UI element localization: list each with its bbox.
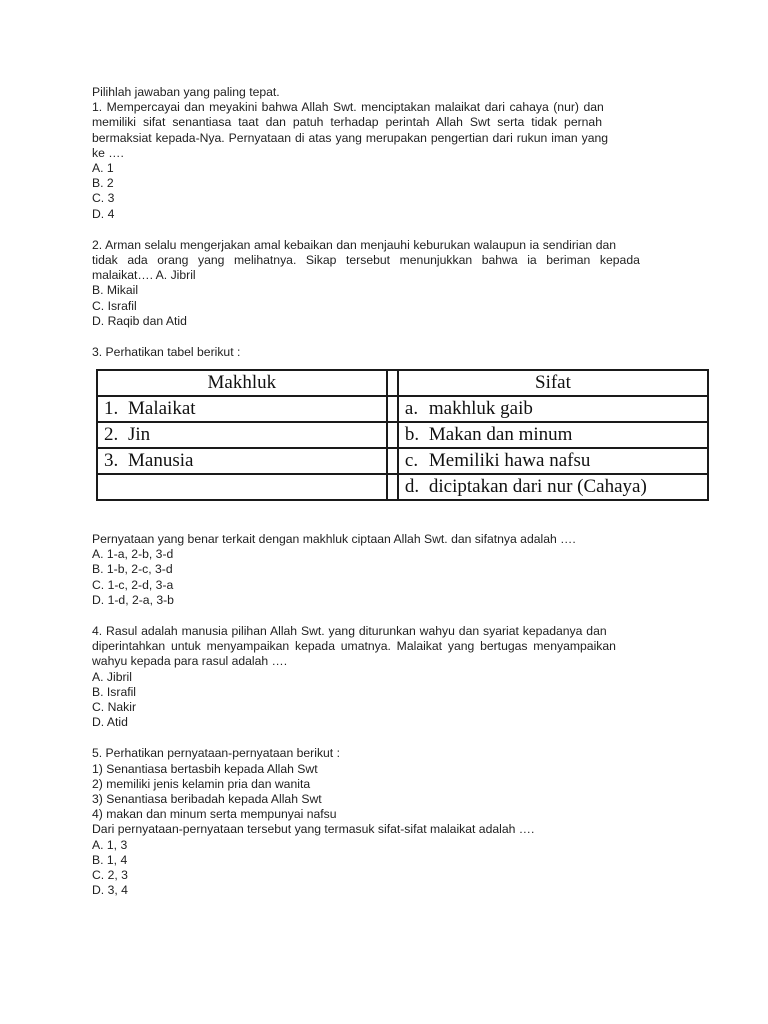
question-2-line-1: 2. Arman selalu mengerjakan amal kebaikan dan menjauhi keburukan walaupun ia sendirian dan <box>92 237 617 252</box>
table-row <box>97 448 708 474</box>
question-1-line-2: memiliki sifat senantiasa taat dan patuh terhadap perintah Allah Swt serta tidak pernah <box>92 115 602 130</box>
question-3-heading <box>92 345 676 360</box>
question-sheet-bottom <box>92 532 676 898</box>
instruction: Pilihlah jawaban yang paling tepat. <box>92 85 280 99</box>
option-c: C. Israfil <box>92 298 137 313</box>
option-a: A. Jibril <box>92 669 132 684</box>
spacer <box>92 222 676 238</box>
question-1-line-1: 1. Mempercayai dan meyakini bahwa Allah Swt. menciptakan malaikat dari cahaya (nur) dan <box>92 100 604 115</box>
option-b: B. 1, 4 <box>92 852 128 867</box>
row-number: 1. <box>104 398 119 419</box>
question-1-line-4: ke …. <box>92 145 124 160</box>
option-d: D. 4 <box>92 206 115 221</box>
option-c: C. 3 <box>92 191 115 206</box>
question-2-line-3: malaikat…. A. Jibril <box>92 268 196 283</box>
column-header-makhluk: Makhluk <box>97 370 387 396</box>
spacer <box>92 730 676 746</box>
row-letter: d. <box>404 476 420 497</box>
sifat-cell <box>398 448 708 474</box>
option-d: D. 1-d, 2-a, 3-b <box>92 592 174 607</box>
spacer-cell <box>387 396 398 422</box>
row-number: 2. <box>104 424 119 445</box>
option-b: B. Israfil <box>92 684 137 699</box>
question-4-line-1: 4. Rasul adalah manusia pilihan Allah Swt. yang diturunkan wahyu dan syariat kepadanya dan <box>92 624 607 639</box>
question-2 <box>92 238 676 329</box>
makhluk-cell <box>97 474 387 500</box>
makhluk-cell <box>97 396 387 422</box>
question-5 <box>92 746 676 898</box>
makhluk-value: Malaikat <box>128 398 196 419</box>
option-d: D. 3, 4 <box>92 883 128 898</box>
sifat-cell <box>398 474 708 500</box>
question-2-line-2: tidak ada orang yang melihatnya. Sikap tersebut menunjukkan bahwa ia beriman kepada <box>92 253 640 268</box>
option-a: A. 1, 3 <box>92 837 128 852</box>
sifat-cell <box>398 396 708 422</box>
option-d: D. Raqib dan Atid <box>92 313 187 328</box>
option-b: B. Mikail <box>92 283 139 298</box>
spacer <box>92 608 676 624</box>
spacer-cell <box>387 448 398 474</box>
makhluk-value: Jin <box>128 424 151 445</box>
statement-4: 4) makan dan minum serta mempunyai nafsu <box>92 807 337 822</box>
question-3-line-1: 3. Perhatikan tabel berikut : <box>92 345 241 360</box>
spacer-cell <box>387 422 398 448</box>
matching-table-container <box>96 369 709 501</box>
option-c: C. Nakir <box>92 700 137 715</box>
question-4-line-2: diperintahkan untuk menyampaikan kepada umatnya. Malaikat yang bertugas menyampaikan <box>92 639 616 654</box>
row-number: 3. <box>104 450 119 471</box>
question-4 <box>92 624 676 730</box>
question-5-prompt: Dari pernyataan-pernyataan tersebut yang termasuk sifat-sifat malaikat adalah …. <box>92 822 535 837</box>
table-header-row <box>97 370 708 396</box>
row-letter: b. <box>404 424 420 445</box>
statement-1: 1) Senantiasa bertasbih kepada Allah Swt <box>92 761 318 776</box>
option-b: B. 1-b, 2-c, 3-d <box>92 562 173 577</box>
option-c: C. 2, 3 <box>92 868 128 883</box>
sifat-cell <box>398 422 708 448</box>
option-b: B. 2 <box>92 176 114 191</box>
statement-3: 3) Senantiasa beribadah kepada Allah Swt <box>92 792 322 807</box>
row-letter: c. <box>404 450 419 471</box>
column-header-sifat: Sifat <box>398 370 708 396</box>
makhluk-cell <box>97 448 387 474</box>
sifat-value: Makan dan minum <box>428 424 573 445</box>
table-row <box>97 422 708 448</box>
makhluk-cell <box>97 422 387 448</box>
sifat-value: Memiliki hawa nafsu <box>428 450 591 471</box>
option-a: A. 1-a, 2-b, 3-d <box>92 547 174 562</box>
spacer-cell <box>387 474 398 500</box>
question-5-line-1: 5. Perhatikan pernyataan-pernyataan berikut : <box>92 746 340 761</box>
matching-table <box>96 369 709 501</box>
question-1-line-3: bermaksiat kepada-Nya. Pernyataan di atas yang merupakan pengertian dari rukun iman yang <box>92 130 609 145</box>
question-3-prompt: Pernyataan yang benar terkait dengan makhluk ciptaan Allah Swt. dan sifatnya adalah …. <box>92 532 576 546</box>
table-row <box>97 474 708 500</box>
column-header-spacer <box>387 370 398 396</box>
option-d: D. Atid <box>92 715 128 730</box>
sifat-value: makhluk gaib <box>428 398 533 419</box>
sifat-value: diciptakan dari nur (Cahaya) <box>428 476 647 497</box>
makhluk-value: Manusia <box>128 450 194 471</box>
table-row <box>97 396 708 422</box>
question-sheet-top <box>92 85 676 360</box>
question-4-line-3: wahyu kepada para rasul adalah …. <box>92 654 288 669</box>
spacer <box>92 329 676 345</box>
statement-2: 2) memiliki jenis kelamin pria dan wanita <box>92 776 311 791</box>
row-letter: a. <box>404 398 419 419</box>
option-c: C. 1-c, 2-d, 3-a <box>92 577 174 592</box>
question-3-followup <box>92 532 676 608</box>
question-1 <box>92 100 676 222</box>
option-a: A. 1 <box>92 161 114 176</box>
